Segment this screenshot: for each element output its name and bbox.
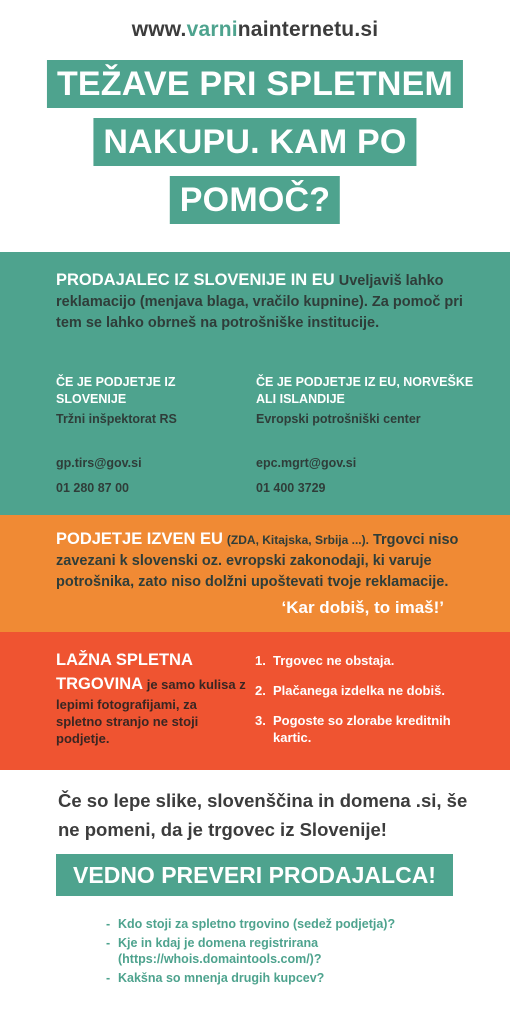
list-number: 2. — [255, 683, 266, 698]
non-eu-section — [0, 515, 510, 632]
list-text: Trgovec ne obstaja. — [273, 653, 395, 668]
slovenia-contact — [56, 374, 246, 495]
list-text: Plačanega izdelka ne dobiš. — [273, 683, 445, 698]
title-line-2: NAKUPU. KAM PO — [93, 118, 416, 166]
eu-seller-heading: PRODAJALEC IZ SLOVENIJE IN EU — [56, 271, 335, 289]
eu-org: Evropski potrošniški center — [256, 412, 421, 426]
non-eu-countries: (ZDA, Kitajska, Srbija ...). — [226, 533, 369, 547]
list-item — [255, 682, 485, 699]
slovenia-phone: 01 280 87 00 — [56, 481, 129, 495]
tip-item: - Kakšna so mnenja drugih kupcev? — [106, 970, 466, 986]
eu-seller-text: Uveljaviš lahko reklamacijo (menjava blaga, vračilo kupnine). Za pomoč pri tem se lahko obrneš na potrošniške institucije. — [56, 273, 463, 331]
non-eu-heading: PODJETJE IZVEN EU — [56, 530, 223, 548]
url-accent: varni — [186, 18, 238, 41]
fake-shop-intro — [56, 648, 246, 747]
eu-phone: 01 400 3729 — [256, 481, 326, 495]
slovenia-org: Tržni inšpektorat RS — [56, 412, 177, 426]
fake-shop-heading-1: LAŽNA SPLETNA — [56, 651, 193, 669]
warning-text: Če so lepe slike, slovenščina in domena .si, še ne pomeni, da je trgovec iz Slovenije! — [58, 790, 468, 840]
fake-shop-list — [255, 652, 485, 759]
fake-shop-text: je samo kulisa z lepimi fotografijami, za spletno stranjo ne stoji podjetje. — [56, 677, 246, 746]
list-number: 1. — [255, 653, 266, 668]
tips-list — [106, 916, 466, 989]
list-item — [255, 712, 485, 746]
slovenia-email[interactable]: gp.tirs@gov.si — [56, 456, 142, 470]
non-eu-motto: ‘Kar dobiš, to imaš!’ — [281, 598, 444, 617]
verify-seller-banner: VEDNO PREVERI PRODAJALCA! — [56, 854, 453, 896]
non-eu-text: Trgovci niso zavezani k slovenski oz. evropski zakonodaji, ki varuje potrošnika, zato niso dolžni upoštevati tvoje reklamacije. — [56, 532, 459, 590]
url-prefix: www. — [131, 18, 187, 41]
eu-contact-heading: ČE JE PODJETJE IZ EU, NORVEŠKE ALI ISLANDIJE — [256, 375, 474, 406]
list-number: 3. — [255, 713, 266, 728]
non-eu-intro — [56, 529, 466, 593]
eu-seller-section — [0, 252, 510, 515]
tip-item: - Kje in kdaj je domena registrirana (https://whois.domaintools.com/)? — [106, 935, 466, 967]
title-line-1: TEŽAVE PRI SPLETNEM — [47, 60, 463, 108]
url-rest: nainternetu.si — [237, 18, 379, 41]
title-line-3: POMOČ? — [170, 176, 340, 224]
slovenia-contact-heading: ČE JE PODJETJE IZ SLOVENIJE — [56, 375, 176, 406]
list-text: Pogoste so zlorabe kreditnih kartic. — [273, 713, 451, 745]
list-item — [255, 652, 485, 669]
eu-contact — [256, 374, 476, 495]
eu-email[interactable]: epc.mgrt@gov.si — [256, 456, 357, 470]
tip-item: - Kdo stoji za spletno trgovino (sedež podjetja)? — [106, 916, 466, 932]
fake-shop-heading-2: TRGOVINA — [56, 675, 144, 693]
fake-shop-section — [0, 632, 510, 770]
website-url — [0, 18, 510, 42]
eu-seller-intro — [56, 270, 466, 334]
